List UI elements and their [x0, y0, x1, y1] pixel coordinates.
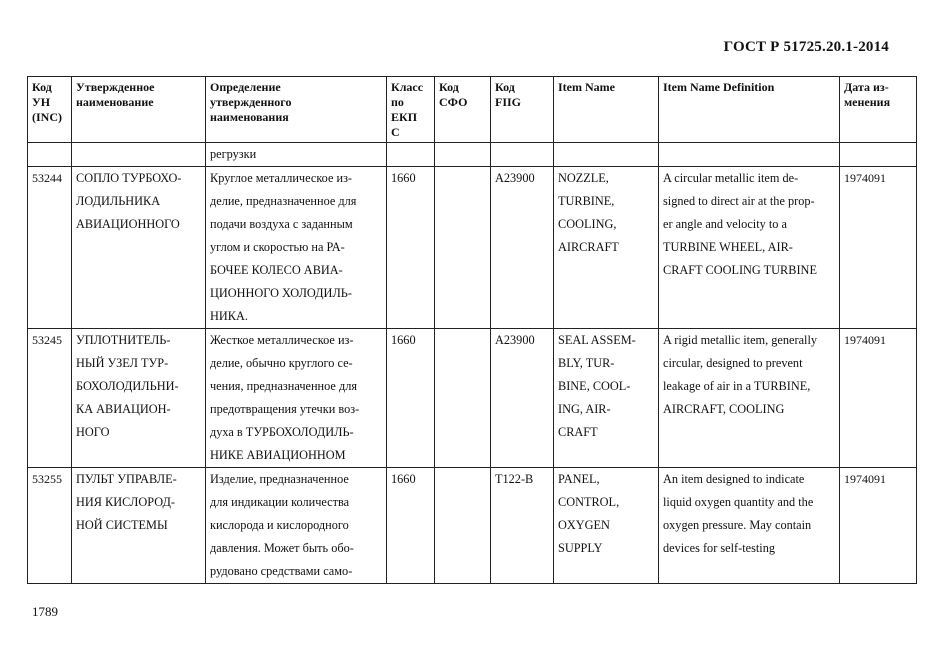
definition-cell — [206, 468, 387, 584]
table-row — [28, 167, 917, 329]
header-line: Item Name Definition — [663, 80, 775, 94]
fiig-cell — [491, 329, 554, 468]
header-line: по — [391, 95, 404, 109]
cell-text: 1974091 — [844, 171, 886, 185]
cell-text: 1660 — [391, 472, 416, 486]
continuation-item-name-cell — [554, 143, 659, 167]
item-name-cell — [554, 329, 659, 468]
cell-line: углом и скоростью на РА- — [210, 240, 345, 254]
header-line: УН — [32, 95, 51, 109]
catalog-table — [27, 76, 917, 584]
cell-line: OXYGEN — [558, 518, 610, 532]
cell-line: ING, AIR- — [558, 402, 611, 416]
fiig-cell — [491, 468, 554, 584]
header-line: Дата из- — [844, 80, 889, 94]
cell-line: давления. Может быть обо- — [210, 541, 354, 555]
cell-line: SUPPLY — [558, 541, 603, 555]
item-name-cell — [554, 468, 659, 584]
cell-line: ПУЛЬТ УПРАВЛЕ- — [76, 472, 177, 486]
sfo-cell — [435, 329, 491, 468]
change-date-cell — [840, 167, 917, 329]
cell-line: кислорода и кислородного — [210, 518, 349, 532]
cell-text: 1974091 — [844, 472, 886, 486]
change-date-cell — [840, 329, 917, 468]
header-line: Утвержденное — [76, 80, 155, 94]
cell-line: НЫЙ УЗЕЛ ТУР- — [76, 356, 169, 370]
cell-line: ЦИОННОГО ХОЛОДИЛЬ- — [210, 286, 352, 300]
change-date-cell — [840, 468, 917, 584]
definition-cell — [206, 167, 387, 329]
cell-line: SEAL ASSEM- — [558, 333, 636, 347]
cell-text: 1974091 — [844, 333, 886, 347]
cell-text: 1660 — [391, 171, 416, 185]
class-cell — [387, 468, 435, 584]
cell-line: er angle and velocity to a — [663, 217, 787, 231]
cell-line: БОЧЕЕ КОЛЕСО АВИА- — [210, 263, 343, 277]
header-line: Класс — [391, 80, 424, 94]
inc-cell — [28, 468, 72, 584]
cell-text: 53244 — [32, 171, 62, 185]
table-header-row — [28, 77, 917, 143]
cell-line: AIRCRAFT — [558, 240, 619, 254]
cell-line: УПЛОТНИТЕЛЬ- — [76, 333, 171, 347]
cell-line: КА АВИАЦИОН- — [76, 402, 171, 416]
cell-line: COOLING, — [558, 217, 617, 231]
cell-line: devices for self-testing — [663, 541, 775, 555]
header-fiig — [491, 77, 554, 143]
inc-cell — [28, 167, 72, 329]
item-name-cell — [554, 167, 659, 329]
cell-line: рудовано средствами само- — [210, 564, 353, 578]
header-line: СФО — [439, 95, 468, 109]
cell-line: предотвращения утечки воз- — [210, 402, 360, 416]
cell-line: CRAFT — [558, 425, 598, 439]
header-line: утвержденного — [210, 95, 292, 109]
table-row — [28, 468, 917, 584]
continuation-sfo-cell — [435, 143, 491, 167]
approved-name-cell — [72, 167, 206, 329]
cell-line: НИКА. — [210, 309, 248, 323]
cell-line: духа в ТУРБОХОЛОДИЛЬ- — [210, 425, 354, 439]
cell-text: A23900 — [495, 171, 535, 185]
cell-line: НОГО — [76, 425, 110, 439]
header-line: наименование — [76, 95, 154, 109]
cell-line: CRAFT COOLING TURBINE — [663, 263, 817, 277]
cell-line: подачи воздуха с заданным — [210, 217, 353, 231]
cell-line: PANEL, — [558, 472, 600, 486]
continuation-row — [28, 143, 917, 167]
item-definition-cell — [659, 468, 840, 584]
cell-line: An item designed to indicate — [663, 472, 805, 486]
cell-line: НИКЕ АВИАЦИОННОМ — [210, 448, 346, 462]
cell-line: чения, предназначенное для — [210, 379, 358, 393]
cell-line: AIRCRAFT, COOLING — [663, 402, 785, 416]
cell-text: 1660 — [391, 333, 416, 347]
header-line: Определение — [210, 80, 281, 94]
continuation-definition-text: регрузки — [210, 147, 257, 161]
cell-line: ЛОДИЛЬНИКА — [76, 194, 161, 208]
header-line: (INC) — [32, 110, 62, 124]
cell-text: 53255 — [32, 472, 62, 486]
item-definition-cell — [659, 167, 840, 329]
cell-line: БОХОЛОДИЛЬНИ- — [76, 379, 179, 393]
cell-line: leakage of air in a TURBINE, — [663, 379, 811, 393]
cell-line: liquid oxygen quantity and the — [663, 495, 814, 509]
cell-line: A circular metallic item de- — [663, 171, 799, 185]
continuation-fiig-cell — [491, 143, 554, 167]
cell-line: Изделие, предназначенное — [210, 472, 349, 486]
cell-line: НОЙ СИСТЕМЫ — [76, 518, 168, 532]
inc-cell — [28, 329, 72, 468]
header-line: С — [391, 125, 400, 139]
continuation-definition-cell — [206, 143, 387, 167]
continuation-class-cell — [387, 143, 435, 167]
continuation-date-cell — [840, 143, 917, 167]
class-cell — [387, 329, 435, 468]
cell-line: СОПЛО ТУРБОХО- — [76, 171, 182, 185]
cell-line: делие, предназначенное для — [210, 194, 357, 208]
sfo-cell — [435, 468, 491, 584]
cell-line: A rigid metallic item, generally — [663, 333, 818, 347]
header-line: менения — [844, 95, 891, 109]
cell-line: АВИАЦИОННОГО — [76, 217, 180, 231]
item-definition-cell — [659, 329, 840, 468]
header-inc — [28, 77, 72, 143]
cell-line: BINE, COOL- — [558, 379, 631, 393]
page-number: 1789 — [32, 604, 58, 619]
header-item-name — [554, 77, 659, 143]
approved-name-cell — [72, 468, 206, 584]
cell-line: TURBINE WHEEL, AIR- — [663, 240, 793, 254]
cell-line: circular, designed to prevent — [663, 356, 803, 370]
header-line: Код — [32, 80, 52, 94]
cell-line: NOZZLE, — [558, 171, 609, 185]
class-cell — [387, 167, 435, 329]
cell-line: oxygen pressure. May contain — [663, 518, 812, 532]
header-line: Код — [439, 80, 459, 94]
header-sfo — [435, 77, 491, 143]
continuation-name-cell — [72, 143, 206, 167]
approved-name-cell — [72, 329, 206, 468]
cell-line: BLY, TUR- — [558, 356, 615, 370]
header-change-date — [840, 77, 917, 143]
cell-line: Круглое металлическое из- — [210, 171, 353, 185]
cell-text: 53245 — [32, 333, 62, 347]
header-line: наименования — [210, 110, 289, 124]
cell-text: A23900 — [495, 333, 535, 347]
cell-line: для индикации количества — [210, 495, 350, 509]
header-line: ЕКП — [391, 110, 418, 124]
cell-text: T122-B — [495, 472, 534, 486]
cell-line: signed to direct air at the prop- — [663, 194, 815, 208]
standard-code: ГОСТ Р 51725.20.1-2014 — [723, 39, 889, 55]
cell-line: TURBINE, — [558, 194, 615, 208]
continuation-item-definition-cell — [659, 143, 840, 167]
cell-line: Жесткое металлическое из- — [210, 333, 354, 347]
cell-line: делие, обычно круглого се- — [210, 356, 353, 370]
header-line: FIIG — [495, 95, 522, 109]
definition-cell — [206, 329, 387, 468]
sfo-cell — [435, 167, 491, 329]
header-class — [387, 77, 435, 143]
cell-line: НИЯ КИСЛОРОД- — [76, 495, 175, 509]
continuation-inc-cell — [28, 143, 72, 167]
header-line: Код — [495, 80, 515, 94]
header-approved-name — [72, 77, 206, 143]
table-row — [28, 329, 917, 468]
fiig-cell — [491, 167, 554, 329]
header-definition — [206, 77, 387, 143]
header-line: Item Name — [558, 80, 615, 94]
header-item-name-definition — [659, 77, 840, 143]
cell-line: CONTROL, — [558, 495, 620, 509]
